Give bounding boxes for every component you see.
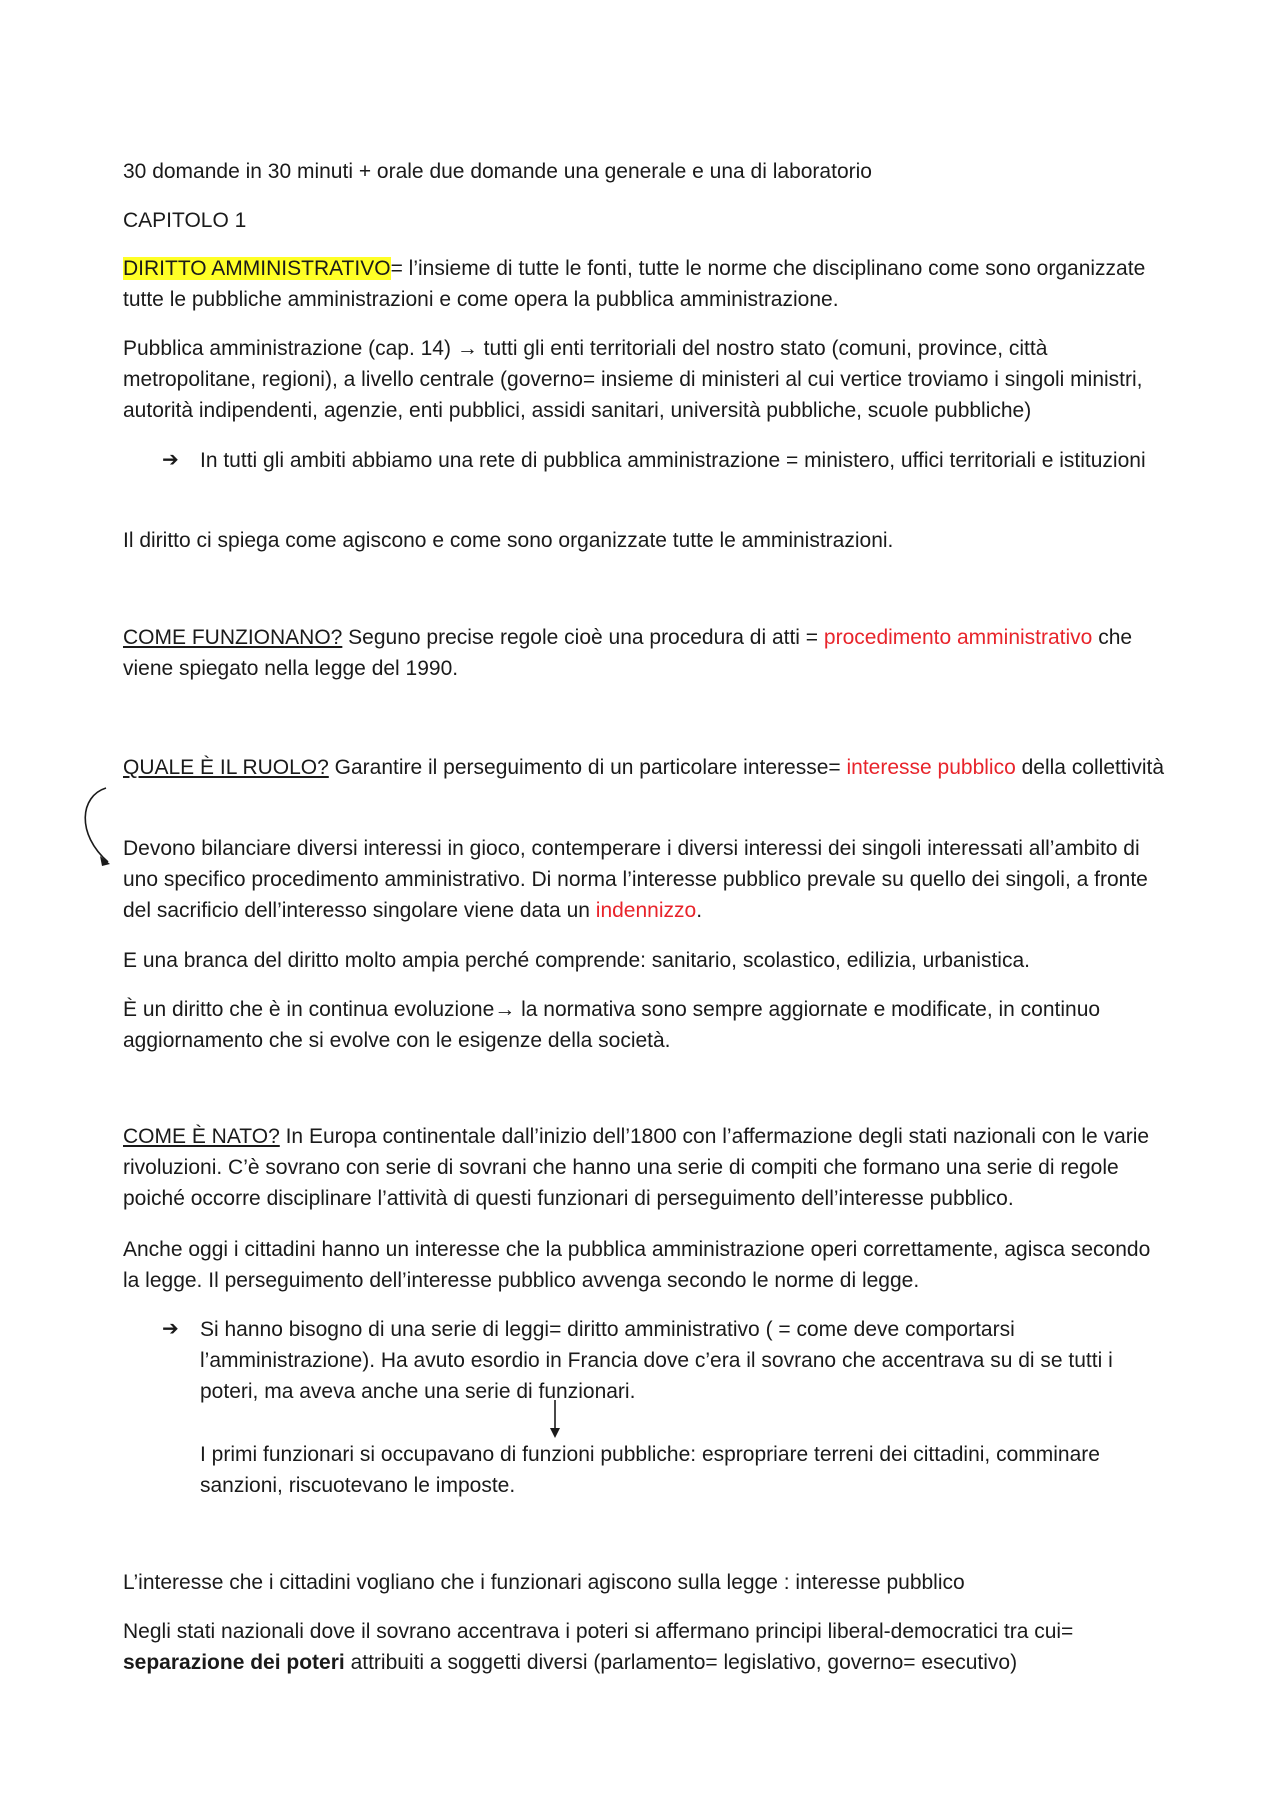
oggi-paragraph: Anche oggi i cittadini hanno un interesse che la pubblica amministrazione operi correttamente, agisca secondo la legge. Il perseguimento dell’interesse pubblico avvenga secondo le norme di legge.: [123, 1238, 1151, 1292]
stati-nazionali-text: Negli stati nazionali dove il sovrano accentrava i poteri si affermano principi liberal-democratici tra cui=: [123, 1620, 1074, 1643]
evoluzione-paragraph: [123, 994, 1168, 1056]
indennizzo-highlight: indennizzo: [595, 899, 697, 922]
ruolo-paragraph: [123, 752, 1168, 783]
diritto-spiega-paragraph: Il diritto ci spiega come agiscono e come sono organizzate tutte le amministrazioni.: [123, 529, 894, 552]
bullet-leggi: Si hanno bisogno di una serie di leggi= diritto amministrativo ( = come deve comportarsi l’amministrazione). Ha avuto esordio in Francia dove c’era il sovrano che accentrava su di se tutti i poteri, ma aveva anche una serie di funzionari.: [200, 1318, 1113, 1403]
arrow-bullet-icon: ➔: [162, 449, 179, 471]
evoluzione-text: È un diritto che è in continua evoluzione: [123, 998, 495, 1021]
right-arrow-icon: →: [456, 337, 478, 360]
interesse-legge-paragraph: L’interesse che i cittadini vogliano che i funzionari agiscono sulla legge : interesse pubblico: [123, 1571, 965, 1594]
branca-paragraph: E una branca del diritto molto ampia perché comprende: sanitario, scolastico, edilizia, urbanistica.: [123, 949, 1030, 972]
bullet-primi-funzionari: I primi funzionari si occupavano di funzioni pubbliche: espropriare terreni dei cittadini, comminare sanzioni, riscuotevano le imposte.: [200, 1443, 1100, 1497]
bilanciare-paragraph: [123, 833, 1168, 926]
stati-nazionali-text-end: attribuiti a soggetti diversi (parlamento= legislativo, governo= esecutivo): [344, 1651, 1018, 1674]
separazione-poteri-bold: separazione dei poteri: [123, 1651, 345, 1674]
pa-text: tutti gli enti territoriali del nostro stato (comuni, province, città metropolitane, regioni), a livello centrale (governo= insieme di ministeri al cui vertice troviamo i singoli ministri, autorità indipendenti, agenzie, enti pubblici, assidi sanitari, università pubbliche, scuole pubbliche): [123, 337, 1143, 422]
come-funzionano-question: COME FUNZIONANO?: [123, 626, 343, 649]
definition-term: DIRITTO AMMINISTRATIVO: [123, 257, 391, 280]
pa-lead: Pubblica amministrazione (cap. 14): [123, 337, 457, 360]
nato-question: COME È NATO?: [123, 1125, 280, 1148]
come-funzionano-text-end: che viene spiegato nella legge del 1990.: [123, 626, 1133, 680]
ruolo-text-end: della collettività: [1015, 756, 1165, 779]
procedimento-highlight: procedimento amministrativo: [823, 626, 1093, 649]
bullet-ambiti: In tutti gli ambiti abbiamo una rete di pubblica amministrazione = ministero, uffici territoriali e istituzioni: [200, 449, 1146, 472]
stati-nazionali-paragraph: [123, 1616, 1168, 1678]
chapter-heading: CAPITOLO 1: [123, 209, 247, 232]
bilanciare-text-end: .: [696, 899, 703, 922]
definition-paragraph: [123, 253, 1168, 315]
come-funzionano-text: Seguno precise regole cioè una procedura di atti =: [342, 626, 824, 649]
down-arrow-icon: [549, 1400, 561, 1440]
curved-arrow-icon: [78, 784, 118, 874]
right-arrow-icon: →: [494, 998, 516, 1021]
intro-line: 30 domande in 30 minuti + orale due domande una generale e una di laboratorio: [123, 160, 872, 183]
evoluzione-text-end: la normativa sono sempre aggiornate e modificate, in continuo aggiornamento che si evolve con le esigenze della società.: [123, 998, 1101, 1052]
nato-text: In Europa continentale dall’inizio dell’1800 con l’affermazione degli stati nazionali con le varie rivoluzioni. C’è sovrano con serie di sovrani che hanno una serie di compiti che formano una serie di regole poiché occorre disciplinare l’attività di questi funzionari di perseguimento dell’interesse pubblico.: [123, 1125, 1150, 1210]
ruolo-question: QUALE È IL RUOLO?: [123, 756, 329, 779]
nato-paragraph: [123, 1121, 1168, 1214]
ruolo-text: Garantire il perseguimento di un particolare interesse=: [328, 756, 847, 779]
interesse-pubblico-highlight: interesse pubblico: [846, 756, 1016, 779]
come-funzionano-paragraph: [123, 622, 1168, 684]
definition-text: = l’insieme di tutte le fonti, tutte le norme che disciplinano come sono organizzate tutte le pubbliche amministrazioni e come opera la pubblica amministrazione.: [123, 257, 1146, 311]
pa-paragraph: [123, 333, 1168, 426]
arrow-bullet-icon: ➔: [162, 1318, 179, 1340]
bilanciare-text: Devono bilanciare diversi interessi in gioco, contemperare i diversi interessi dei singoli interessati all’ambito di uno specifico procedimento amministrativo. Di norma l’interesse pubblico prevale su quello dei singoli, a fronte del sacrificio dell’interesso singolare viene data un: [123, 837, 1148, 922]
